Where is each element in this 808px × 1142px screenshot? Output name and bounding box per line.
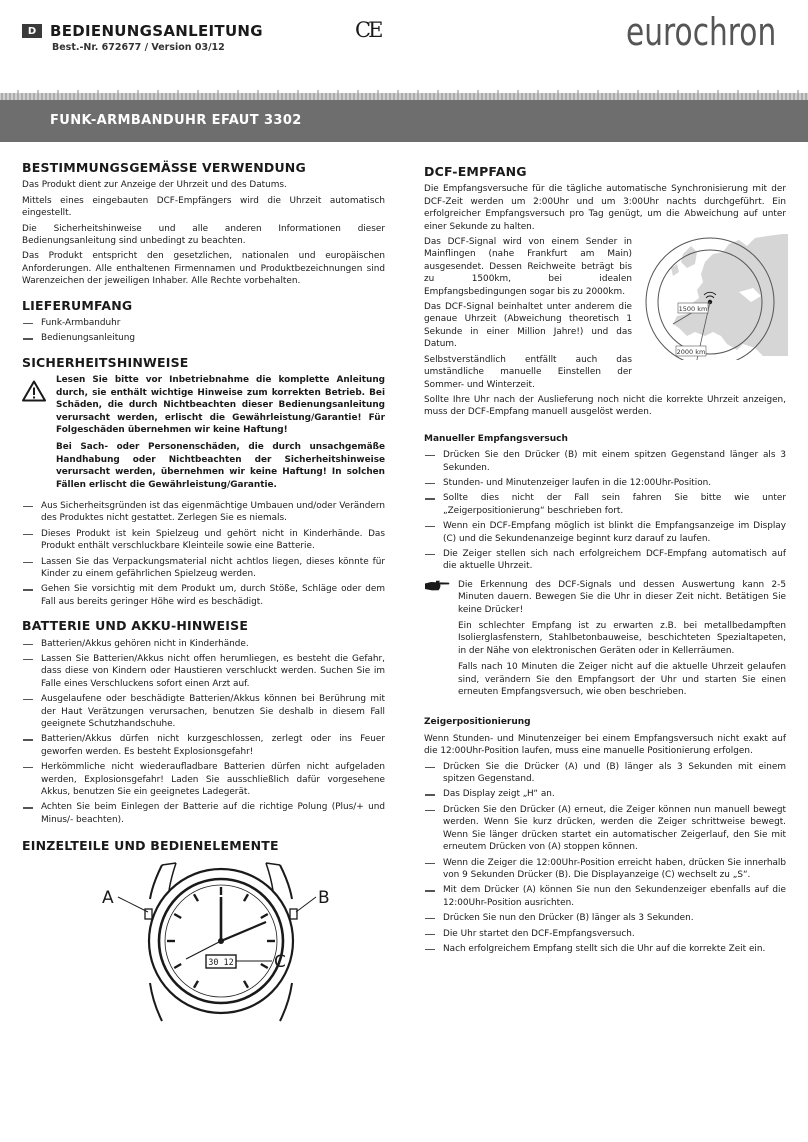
intended-use-paragraph: Das Produkt entspricht den gesetzlichen, nationalen und europäischen Anforderungen. Alle enthaltenen Firmennamen und Produktbezeichnungen sind Warenzeichen der jeweiligen Inhaber. Alle Rechte vorbehalten. bbox=[22, 251, 385, 287]
watch-diagram bbox=[22, 859, 385, 1024]
list-item: Wenn die Zeiger die 12:00Uhr-Position erreicht haben, drücken Sie innerhalb von 9 Sekunden Drücker (B). Die Displayanzeige (C) wechselt zu „S“. bbox=[424, 857, 786, 882]
dcf-intro: Die Empfangsversuche für die tägliche automatische Synchronisierung mit der DCF-Zeit werden um 2:00Uhr und um 3:00Uhr nachts durchgeführt. Ein erfolgreicher Empfangsversuch pro Tag genügt, um die Abweichung auf unter einer Sekunde zu halten. bbox=[424, 184, 786, 232]
dcf-range-map bbox=[643, 232, 788, 360]
title-band bbox=[0, 100, 808, 142]
intended-use-paragraph: Die Sicherheitshinweise und alle anderen Informationen dieser Bedienungsanleitung sind unbedingt zu beachten. bbox=[22, 223, 385, 247]
list-item: Achten Sie beim Einlegen der Batterie auf die richtige Polung (Plus/+ und Minus/- beachten). bbox=[22, 801, 385, 826]
warning-text bbox=[56, 374, 385, 496]
list-item: Sollte dies nicht der Fall sein fahren Sie bitte wie unter „Zeigerpositionierung“ beschrieben fort. bbox=[424, 492, 786, 517]
note-paragraph: Ein schlechter Empfang ist zu erwarten z.B. bei metallbedampften Isolierglasfenstern, Stahlbetonbauweise, beschichteten Spezialtapeten, in der Nähe von elektronischen Geräten oder in Kellerräumen. bbox=[458, 621, 786, 656]
ruler-strip bbox=[0, 90, 808, 100]
order-number: Best.-Nr. 672677 / Version 03/12 bbox=[52, 42, 225, 53]
note-block bbox=[424, 579, 786, 703]
list-item: Wenn ein DCF-Empfang möglich ist blinkt die Empfangsanzeige im Display (C) und die Sekundenanzeige beginnt kurz darauf zu laufen. bbox=[424, 520, 786, 545]
list-item: Batterien/Akkus gehören nicht in Kinderhände. bbox=[22, 638, 385, 650]
intended-use-paragraph: Das Produkt dient zur Anzeige der Uhrzeit und des Datums. bbox=[22, 180, 287, 191]
label-b: B bbox=[318, 887, 330, 908]
list-item: Batterien/Akkus dürfen nicht kurzgeschlossen, zerlegt oder ins Feuer geworfen werden. Es besteht Explosionsgefahr! bbox=[22, 733, 385, 758]
label-c: C bbox=[274, 951, 286, 972]
map-label-2000: 2000 km bbox=[676, 348, 706, 356]
document-title: BEDIENUNGSANLEITUNG bbox=[50, 22, 263, 40]
warning-paragraph: Lesen Sie bitte vor Inbetriebnahme die komplette Anleitung durch, sie enthält wichtige Hinweise zum korrekten Betrieb. Bei Schäden, die durch Nichtbeachten dieser Bedienungsanleitung verursacht werden, erlischt die Gewährleistung/Garantie! Für Folgeschäden übernehmen wir keine Haftung! bbox=[56, 375, 385, 435]
list-item: Drücken Sie den Drücker (A) erneut, die Zeiger können nun manuell bewegt werden. Wenn Sie kurz drücken, werden die Zeiger schrittweise bewegt. Wenn Sie länger drücken startet ein automatischer Zeigerlauf, den Sie mit erneutem Drücken von (A) stoppen können. bbox=[424, 804, 786, 854]
list-item: Stunden- und Minutenzeiger laufen in die 12:00Uhr-Position. bbox=[424, 477, 786, 489]
list-item: Lassen Sie das Verpackungsmaterial nicht achtlos liegen, dieses könnte für Kinder zu einem gefährlichen Spielzeug werden. bbox=[22, 556, 385, 581]
heading-safety: SICHERHEITSHINWEISE bbox=[22, 354, 189, 370]
list-item: Bedienungsanleitung bbox=[22, 332, 385, 344]
positioning-intro: Wenn Stunden- und Minutenzeiger bei einem Empfangsversuch nicht exakt auf die 12:00Uhr-Position laufen, muss eine manuelle Positionierung erfolgen. bbox=[424, 733, 786, 757]
warning-triangle-icon bbox=[22, 374, 56, 496]
heading-battery: BATTERIE UND AKKU-HINWEISE bbox=[22, 618, 249, 634]
dcf-paragraph: Das DCF-Signal beinhaltet unter anderem die genaue Uhrzeit (Abweichung theoretisch 1 Sekunde in einer Million Jahre!) und das Datum. bbox=[424, 302, 632, 350]
list-item: Das Display zeigt „H“ an. bbox=[424, 788, 786, 800]
list-item: Drücken Sie den Drücker (B) mit einem spitzen Gegenstand länger als 3 Sekunden. bbox=[424, 449, 786, 474]
intended-use-paragraph: Mittels eines eingebauten DCF-Empfängers wird die Uhrzeit automatisch eingestellt. bbox=[22, 195, 385, 219]
note-text bbox=[458, 579, 786, 703]
list-item: Herkömmliche nicht wiederaufladbare Batterien dürfen nicht aufgeladen werden, Explosionsgefahr! Laden Sie ausschließlich dafür vorgesehene Akkus, benutzen Sie ein geeignetes Ladegerät. bbox=[22, 761, 385, 798]
positioning-list bbox=[424, 761, 786, 956]
list-item: Dieses Produkt ist kein Spielzeug und gehört nicht in Kinderhände. Das Produkt enthält verschluckbare Kleinteile sowie eine Batterie. bbox=[22, 528, 385, 553]
list-item: Drücken Sie die Drücker (A) und (B) länger als 3 Sekunden mit einem spitzen Gegenstand. bbox=[424, 761, 786, 786]
list-item: Mit dem Drücker (A) können Sie nun den Sekundenzeiger ebenfalls auf die 12:00Uhr-Position ausrichten. bbox=[424, 884, 786, 909]
header-language-row bbox=[22, 22, 263, 40]
language-badge: D bbox=[22, 24, 42, 38]
heading-positioning: Zeigerpositionierung bbox=[424, 717, 531, 728]
label-a: A bbox=[102, 887, 114, 908]
dcf-map-text bbox=[424, 236, 632, 391]
manual-list bbox=[424, 449, 786, 573]
heading-dcf: DCF-EMPFANG bbox=[424, 164, 527, 179]
dcf-paragraph: Das DCF-Signal wird von einem Sender in Mainflingen (nahe Frankfurt am Main) ausgesendet. Dessen Reichweite beträgt bis zu 1500km, bei idealen Empfangsbedingungen sogar bis zu 2000km. bbox=[424, 237, 632, 297]
list-item: Die Uhr startet den DCF-Empfangsversuch. bbox=[424, 928, 786, 940]
dcf-after-map: Sollte Ihre Uhr nach der Auslieferung noch nicht die korrekte Uhrzeit anzeigen, muss der DCF-Empfang manuell ausgelöst werden. bbox=[424, 394, 786, 418]
map-label-1500: 1500 km bbox=[678, 305, 708, 313]
list-item: Funk-Armbanduhr bbox=[22, 317, 385, 329]
pointing-hand-icon bbox=[424, 579, 458, 703]
warning-block bbox=[22, 374, 385, 496]
list-item: Lassen Sie Batterien/Akkus nicht offen herumliegen, es besteht die Gefahr, dass diese von Kindern oder Haustieren verschluckt werden. Suchen Sie im Falle eines Verschluckens sofort einen Arzt auf. bbox=[22, 653, 385, 690]
safety-list bbox=[22, 500, 385, 608]
scope-list bbox=[22, 317, 385, 345]
left-column bbox=[22, 158, 385, 1024]
heading-manual-reception: Manueller Empfangsversuch bbox=[424, 433, 568, 444]
warning-paragraph: Bei Sach- oder Personenschäden, die durch unsachgemäße Handhabung oder Nichtbeachten der Sicherheitshinweise verursacht werden, übernehmen wir keine Haftung! In solchen Fällen erlischt die Gewährleistung/Garantie. bbox=[56, 442, 385, 490]
list-item: Ausgelaufene oder beschädigte Batterien/Akkus können bei Berührung mit der Haut Verätzungen verursachen, benutzen Sie deshalb in diesem Fall geeignete Schutzhandschuhe. bbox=[22, 693, 385, 730]
note-paragraph: Die Erkennung des DCF-Signals und dessen Auswertung kann 2-5 Minuten dauern. Bewegen Sie die Uhr in dieser Zeit nicht. Betätigen Sie keine Drücker! bbox=[458, 579, 786, 615]
note-paragraph: Falls nach 10 Minuten die Zeiger nicht auf die aktuelle Uhrzeit gelaufen sind, verändern Sie den Empfangsort der Uhr und starten Sie einen erneuten Empfangsversuch, wie oben beschrieben. bbox=[458, 662, 786, 698]
list-item: Gehen Sie vorsichtig mit dem Produkt um, durch Stöße, Schläge oder dem Fall aus bereits geringer Höhe wird es beschädigt. bbox=[22, 583, 385, 608]
brand-logo: eurochron bbox=[626, 10, 777, 54]
ce-mark-logo: CE bbox=[355, 18, 381, 42]
heading-scope: LIEFERUMFANG bbox=[22, 297, 133, 313]
dcf-paragraph: Selbstverständlich entfällt auch das umständliche manuelle Einstellen der Sommer- und Winterzeit. bbox=[424, 354, 632, 390]
heading-intended-use: BESTIMMUNGSGEMÄSSE VERWENDUNG bbox=[22, 160, 306, 175]
list-item: Aus Sicherheitsgründen ist das eigenmächtige Umbauen und/oder Verändern des Produktes nicht gestattet. Zerlegen Sie es niemals. bbox=[22, 500, 385, 525]
heading-parts: EINZELTEILE UND BEDIENELEMENTE bbox=[22, 838, 279, 854]
list-item: Die Zeiger stellen sich nach erfolgreichem DCF-Empfang automatisch auf die aktuelle Uhrzeit. bbox=[424, 548, 786, 573]
list-item: Drücken Sie nun den Drücker (B) länger als 3 Sekunden. bbox=[424, 912, 786, 924]
battery-list bbox=[22, 638, 385, 827]
watch-display-text: 30 12 bbox=[208, 957, 234, 968]
list-item: Nach erfolgreichem Empfang stellt sich die Uhr auf die korrekte Zeit ein. bbox=[424, 943, 786, 955]
product-title: FUNK-ARMBANDUHR EFAUT 3302 bbox=[50, 113, 302, 128]
